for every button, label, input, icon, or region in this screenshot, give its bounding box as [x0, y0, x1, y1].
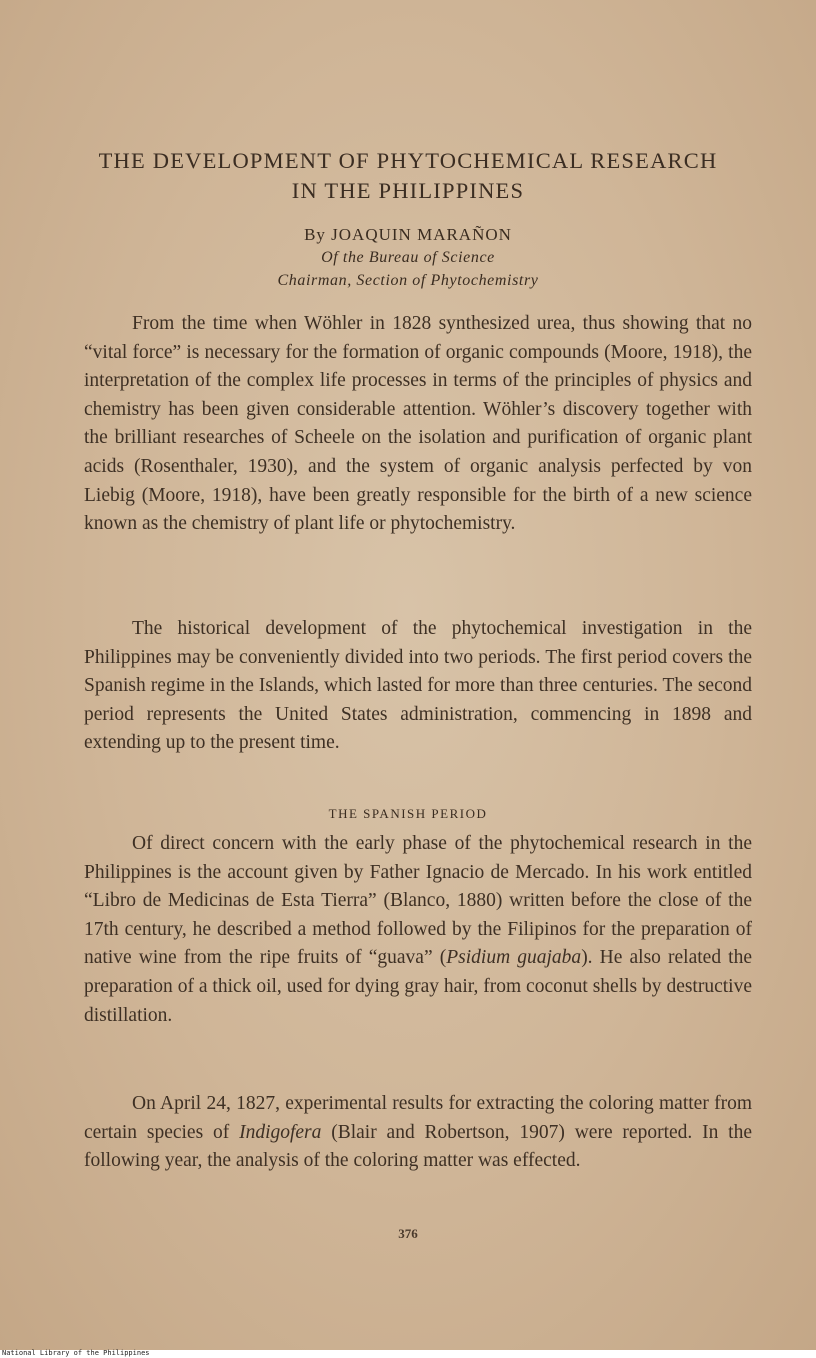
- article-title: [60, 146, 756, 206]
- text-run: ). He also related the preparation of a thick oil, used for dying gray hair, from coconut shells by destructive distillation.: [84, 947, 752, 1026]
- page-number: 376: [398, 1226, 418, 1241]
- paragraph-indigofera: [84, 1090, 752, 1176]
- title-line-1: THE DEVELOPMENT OF PHYTOCHEMICAL RESEARCH: [98, 148, 718, 173]
- author-position: Chairman, Section of Phytochemistry: [277, 272, 539, 289]
- paragraph-periods: The historical development of the phytochemical investigation in the Philippines may be conveniently divided into two periods. The first period covers the Spanish regime in the Islands, which lasted for more than three centuries. The second period represents the United States administration, commencing in 1898 and extending up to the present time.: [84, 618, 752, 754]
- footer-watermark: National Library of the Philippines: [2, 1349, 150, 1357]
- paragraph-mercado: [84, 830, 752, 1030]
- text-run: On April 24, 1827, experimental results for extracting the coloring matter from certain species of: [84, 1093, 752, 1143]
- text-run: (Blair and Robertson, 1907) were reported. In the following year, the analysis of the coloring matter was effected.: [84, 1121, 752, 1172]
- section-heading: THE SPANISH PERIOD: [328, 806, 488, 821]
- author-affiliation: Of the Bureau of Science: [321, 249, 495, 266]
- footer-bar: [0, 1350, 816, 1358]
- genus-name: Indigofera: [239, 1121, 322, 1143]
- paragraph-intro: From the time when Wöhler in 1828 synthesized urea, thus showing that no “vital force” is necessary for the formation of organic compounds (Moore, 1918), the interpretation of the complex life processes in terms of the principles of physics and chemistry has been given considerable attention. Wöhler’s discovery together with the brilliant researches of Scheele on the isolation and purification of organic plant acids (Rosenthaler, 1930), and the system of organic analysis perfected by von Liebig (Moore, 1918), have been greatly responsible for the birth of a new science known as the chemistry of plant life or phytochemistry.: [84, 313, 752, 535]
- author-byline: By JOAQUIN MARAÑON: [304, 225, 512, 244]
- species-name: Psidium guajaba: [446, 947, 582, 969]
- title-line-2: IN THE PHILIPPINES: [291, 178, 525, 203]
- text-run: Of direct concern with the early phase of the phytochemical research in the Philippines is the account given by Father Ignacio de Mercado. In his work entitled “Libro de Medicinas de Esta Tierra” (Blanco, 1880) written before the close of the 17th century, he described a method followed by the Filipinos for the preparation of native wine from the ripe fruits of “guava” (: [84, 833, 752, 969]
